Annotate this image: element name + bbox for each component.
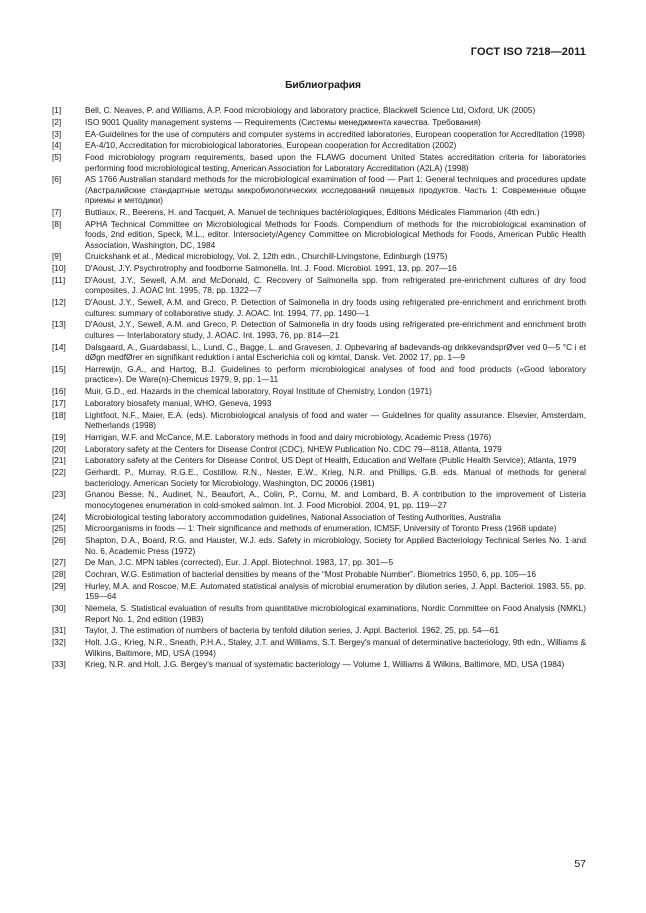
bibliography-entry: [52, 569, 586, 579]
entry-text: Buttiaux, R., Beerens, H. and Tacquet, A. Manuel de techniques bactériologiques, Éditions Médicales Flammarion (4th edn.): [85, 207, 540, 217]
entry-number: [22]: [52, 467, 66, 478]
entry-number: [4]: [52, 140, 62, 151]
document-code: ГОСТ ISO 7218—2011: [470, 46, 586, 58]
bibliography-entry: [52, 275, 586, 296]
bibliography-entry: [52, 455, 586, 465]
entry-text: D'Aoust, J.Y., Sewell, A.M. and McDonald, C. Recovery of Salmonella spp. from refrigerated pre-enrichment cultures of dry food composites, J. AOAC Int. 1995, 78, pp. 1322—7: [85, 275, 586, 296]
bibliography-entry: [52, 625, 586, 635]
bibliography-entry: [52, 219, 586, 250]
entry-text: Muir, G.D., ed. Hazards in the chemical laboratory, Royal Institute of Chemistry, London (1971): [85, 386, 432, 397]
entry-text: Microbiological testing laboratory accommodation guidelines, National Association of Testing Authorities, Australia: [85, 511, 501, 522]
bibliography-entry: [52, 263, 586, 273]
bibliography-entry: [52, 410, 586, 431]
entry-text: Gnanou Besse, N., Audinet, N., Beaufort, A., Colin, P., Cornu, M. and Lombard, B. A contribution to the improvement of Listeria monocytogenes enumeration in cold-smoked salmon. Int. J. Food Microbiol. 2004, 91, pp. 119—27: [85, 489, 586, 510]
entry-text: Holt, J.G., Krieg, N.R., Sneath, P.H.A., Staley, J.T. and Williams, S.T. Bergey's manual of determinative bacteriology, 9th edn., Williams & Wilkins, Baltimore, MD, USA (1994): [85, 637, 586, 658]
entry-text: D'Aoust, J.Y., Sewell, A.M. and Greco, P. Detection of Salmonella in dry foods using refrigerated pre-enrichment and enrichment broth cultures — Interlaboratory study, J. AOAC. Int. 1993, 76, pp. 814—21: [85, 319, 586, 340]
bibliography-entry: [52, 129, 586, 139]
bibliography-entry: [52, 512, 586, 522]
bibliography-entry: [52, 398, 586, 408]
bibliography-entry: [52, 117, 586, 127]
entry-number: [1]: [52, 105, 62, 115]
entry-number: [3]: [52, 128, 62, 139]
entry-number: [25]: [52, 523, 66, 534]
entry-number: [2]: [52, 116, 62, 127]
entry-text: Lightfoot, N.F., Maier, E.A. (eds). Microbiological analysis of food and water — Guidelines for quality assurance. Elsevier, Amsterdam, Netherlands (1998): [85, 409, 586, 431]
entry-text: Hurley, M.A. and Roscoe, M.E. Automated statistical analysis of microbial enumeration by dilution series, J. Appl. Bacteriol. 1983, 55, pp. 159—64: [85, 581, 586, 602]
page-number: 57: [574, 858, 586, 870]
entry-text: Food microbiology program requirements, based upon the FLAWG document United States accreditation criteria for laboratories performing food microbiological testing, American Association for Laboratory Accreditation (A2LA) (1998): [85, 152, 586, 173]
entry-number: [15]: [52, 363, 66, 374]
bibliography-entry: [52, 659, 586, 669]
entry-number: [31]: [52, 625, 66, 636]
entry-number: [28]: [52, 569, 66, 580]
bibliography-list: [52, 105, 586, 671]
entry-text: Harrigan, W.F. and McCance, M.E. Laboratory methods in food and dairy microbiology, Academic Press (1976): [85, 431, 492, 442]
entry-number: [32]: [52, 637, 66, 648]
entry-text: Shapton, D.A., Board, R.G. and Hauster, W.J. eds. Safety in microbiology, Society for Applied Bacteriology Technical Series No. 1 and No. 6, Academic Press (1972): [85, 535, 586, 556]
bibliography-entry: [52, 207, 586, 217]
bibliography-entry: [52, 174, 586, 205]
entry-number: [24]: [52, 511, 66, 522]
entry-number: [20]: [52, 443, 66, 454]
entry-number: [12]: [52, 297, 66, 308]
entry-number: [7]: [52, 207, 62, 217]
bibliography-entry: [52, 535, 586, 556]
entry-text: EA-4/10, Accreditation for microbiological laboratories, European cooperation for Accreditation (2002): [85, 140, 457, 151]
entry-text: Harrewijn, G.A., and Hartog, B.J. Guidelines to perform microbiological analyses of food and food products («Good laboratory practice»). De Ware(n)-Chemicus 1979, 9, pp. 1—11: [85, 363, 586, 385]
entry-text: Niemela, S. Statistical evaluation of results from quantitative microbiological examinations, Nordic Committee on Food Analysis (NMKL) Report No. 1, 2nd edition (1983): [85, 603, 586, 624]
bibliography-entry: [52, 364, 586, 385]
entry-text: Cruickshank et al., Medical microbiology, Vol. 2, 12th edn., Churchill-Livingstone, Edinburgh (1975): [85, 251, 448, 262]
bibliography-entry: [52, 444, 586, 454]
bibliography-entry: [52, 386, 586, 396]
entry-number: [27]: [52, 557, 66, 568]
bibliography-entry: [52, 432, 586, 442]
entry-text: D'Aoust, J.Y. Psychrotrophy and foodborne Salmonella. Int. J. Food. Microbiol. 1991, 13, pp. 207—16: [85, 263, 457, 274]
entry-number: [10]: [52, 263, 66, 274]
bibliography-entry: [52, 342, 586, 363]
entry-text: Microorganisms in foods — 1: Their significance and methods of enumeration, ICMSF, University of Toronto Press (1968 update): [85, 523, 557, 534]
entry-number: [14]: [52, 341, 66, 352]
entry-text: Bell, C. Neaves, P. and Williams, A.P. Food microbiology and laboratory practice, Blackwell Science Ltd, Oxford, UK (2005): [85, 105, 536, 115]
entry-number: [33]: [52, 659, 66, 670]
entry-text: EA-Guidelines for the use of computers and computer systems in accredited laboratories, European cooperation for Accreditation (1998): [85, 128, 585, 139]
entry-number: [21]: [52, 455, 66, 466]
entry-text: Taylor, J. The estimation of numbers of bacteria by tenfold dilution series, J. Appl. Bacteriol. 1962, 25, pp. 54—61: [85, 625, 500, 636]
entry-number: [23]: [52, 489, 66, 500]
entry-number: [18]: [52, 409, 66, 420]
bibliography-entry: [52, 637, 586, 658]
entry-number: [26]: [52, 535, 66, 546]
entry-text: AS 1766 Australian standard methods for the microbiological examination of food — Part 1: General techniques and procedures update (Австралийские стандартные методы микробиологических исследований пищевых продуктов. Часть 1: Современные общие приемы и методики): [85, 174, 586, 206]
bibliography-entry: [52, 251, 586, 261]
bibliography-entry: [52, 603, 586, 624]
entry-text: Gerhardt, P., Murray, R.G.E., Costillow, R.N., Nester, E.W., Krieg, N.R. and Phillips, G.B. eds. Manual of methods for general bacteriology. American Society for Microbiology, Washington, DC 20006 (1981): [85, 467, 586, 488]
entry-text: APHA Technical Committee on Microbiological Methods for Foods. Compendium of methods for the microbiological examination of foods, 2nd edition, Speck, M.L., editor. Intersociety/Agency Committee on Microbiological Methods for Foods, American Public Health Association, Washington, DC, 1984: [85, 218, 586, 250]
entry-text: Laboratory safety at the Centers for Disease Control, US Dept of Health, Education and Welfare (Public Health Service), Atlanta, 1979: [85, 455, 577, 466]
bibliography-entry: [52, 319, 586, 340]
entry-text: Cochran, W.G. Estimation of bacterial densities by means of the “Most Probable Number”. Biometrics 1950, 6, pp. 105—16: [85, 569, 537, 580]
bibliography-entry: [52, 152, 586, 173]
entry-number: [11]: [52, 275, 66, 285]
entry-text: D'Aoust, J.Y., Sewell, A.M. and Greco, P. Detection of Salmonella in dry foods using refrigerated pre-enrichment and enrichment broth cultures: summary of collaborative study. J. AOAC. Int. 1994, 77, pp. 1490—1: [85, 297, 586, 318]
page-title: Библиография: [285, 80, 361, 91]
entry-number: [29]: [52, 581, 66, 591]
entry-text: ISO 9001 Quality management systems — Requirements (Системы менеджмента качества. Требования): [85, 116, 481, 127]
entry-number: [30]: [52, 603, 66, 614]
bibliography-entry: [52, 581, 586, 602]
entry-text: Laboratory biosafety manual, WHO, Geneva, 1993: [85, 397, 272, 408]
bibliography-entry: [52, 297, 586, 318]
entry-number: [9]: [52, 251, 62, 262]
bibliography-entry: [52, 140, 586, 150]
bibliography-entry: [52, 489, 586, 510]
entry-text: Dalsgaard, A., Guardabassi, L., Lund, C., Bagge, L. and Gravesen, J. Opbevaring af badevands-og drikkevandsprØver ved 0—5 °С i et dØgn medfØrer en signifikant reduktion i antal Escherichia coli og kimtal, Dansk. Vet. 2002 17, pp. 1—9: [85, 341, 586, 363]
entry-number: [17]: [52, 397, 66, 408]
entry-number: [8]: [52, 218, 62, 229]
entry-text: De Man, J.C. MPN tables (corrected), Eur. J. Appl. Biotechnol. 1983, 17, pp. 301—5: [85, 557, 394, 568]
entry-number: [19]: [52, 431, 66, 442]
entry-number: [5]: [52, 152, 62, 163]
bibliography-entry: [52, 523, 586, 533]
entry-number: [13]: [52, 319, 66, 330]
entry-text: Krieg, N.R. and Holt, J.G. Bergey's manual of systematic bacteriology — Volume 1, Williams & Wilkins, Baltimore, MD, USA (1984): [85, 659, 565, 670]
bibliography-entry: [52, 105, 586, 115]
bibliography-entry: [52, 467, 586, 488]
bibliography-entry: [52, 557, 586, 567]
entry-text: Laboratory safety at the Centers for Disease Control (CDC), NHEW Publication No. CDC 79—8118, Atlanta, 1979: [85, 443, 502, 454]
entry-number: [6]: [52, 174, 62, 185]
entry-number: [16]: [52, 386, 66, 397]
